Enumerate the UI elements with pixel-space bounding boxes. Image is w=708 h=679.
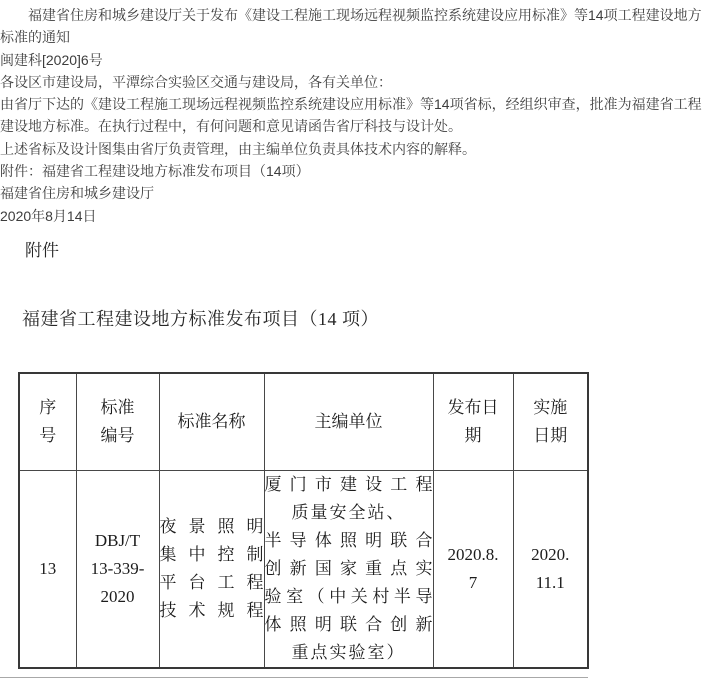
cell-chief-editor-unit: 厦 门 市 建 设 工 程 质量安全站、 半 导 体 照 明 联 合 创 新 国 家 重 点 实 验 室 （ 中 关 村 半 导 体 照 明 联 合 创 新 重点实验室）: [264, 470, 433, 668]
header-standard-name: 标准名称: [159, 373, 264, 470]
table-header-row: [19, 373, 588, 470]
notice-line: 标准的通知: [0, 29, 70, 46]
attachment-reference-line: 附件：福建省工程建设地方标准发布项目（14项）: [0, 163, 310, 180]
document-number: 闽建科[2020]6号: [0, 51, 103, 68]
notice-body: [0, 4, 708, 227]
notice-line: 建设地方标准。在执行过程中，有何问题和意见请函告省厅科技与设计处。: [0, 118, 462, 135]
issuer-line: 福建省住房和城乡建设厅: [0, 185, 154, 202]
notice-line: 福建省住房和城乡建设厅关于发布《建设工程施工现场远程视频监控系统建设应用标准》等14项工程建设地方: [0, 7, 702, 23]
header-chief-editor-unit: 主编单位: [264, 373, 433, 470]
date-line: 2020年8月14日: [0, 207, 97, 224]
header-standard-code: 标准 编号: [76, 373, 159, 470]
header-seq: 序 号: [19, 373, 76, 470]
table-row: [19, 470, 588, 668]
header-publish-date: 发布日 期: [433, 373, 513, 470]
notice-line: 上述省标及设计图集由省厅负责管理，由主编单位负责具体技术内容的解释。: [0, 140, 476, 157]
attachment-title: 福建省工程建设地方标准发布项目（14 项）: [22, 309, 379, 329]
cell-standard-name: 夜 景 照 明 集 中 控 制 平 台 工 程 技 术 规 程: [159, 470, 264, 668]
cell-implement-date: 2020. 11.1: [513, 470, 588, 668]
notice-line: 由省厅下达的《建设工程施工现场远程视频监控系统建设应用标准》等14项省标，经组织审查，批准为福建省工程: [0, 96, 702, 113]
attachment-label: 附件: [25, 241, 59, 260]
cell-publish-date: 2020.8. 7: [433, 470, 513, 668]
standards-table: [18, 372, 589, 669]
notice-line: 各设区市建设局，平潭综合实验区交通与建设局，各有关单位：: [0, 73, 392, 90]
header-implement-date: 实施 日期: [513, 373, 588, 470]
cell-seq: 13: [19, 470, 76, 668]
page-bottom-divider: [0, 677, 588, 678]
cell-standard-code: DBJ/T 13-339- 2020: [76, 470, 159, 668]
